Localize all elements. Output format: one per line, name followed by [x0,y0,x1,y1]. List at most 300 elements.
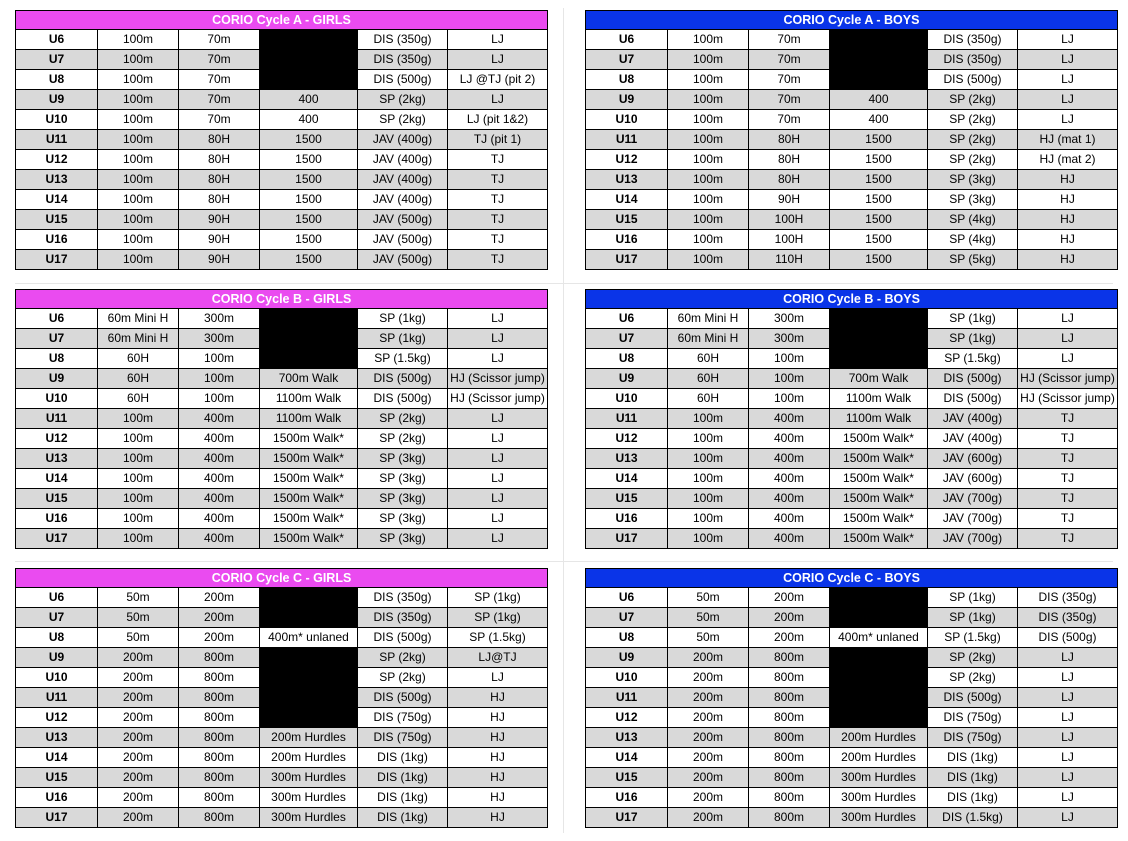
event-cell: LJ [1018,648,1118,668]
event-cell: 300m Hurdles [830,768,928,788]
event-cell: 60m Mini H [668,309,749,329]
event-cell: 1500 [830,230,928,250]
age-group-cell: U6 [16,30,98,50]
event-cell: 100m [668,50,749,70]
event-cell: TJ (pit 1) [448,130,548,150]
event-cell: 50m [668,588,749,608]
event-cell: 100m [749,349,830,369]
event-cell: SP (2kg) [928,110,1018,130]
age-group-cell: U12 [586,150,668,170]
event-cell: 700m Walk [260,369,358,389]
table-row [16,230,548,250]
event-cell: 90H [179,230,260,250]
event-cell: DIS (350g) [358,588,448,608]
event-cell: 100m [668,489,749,509]
event-cell: DIS (500g) [928,389,1018,409]
table-row [586,110,1118,130]
table-row [16,309,548,329]
event-cell: TJ [1018,469,1118,489]
event-cell: HJ [448,768,548,788]
age-group-cell: U6 [586,309,668,329]
age-group-cell: U7 [16,608,98,628]
age-group-cell: U9 [586,90,668,110]
cycle-b-boys-table [585,289,1118,549]
event-cell: 100m [668,90,749,110]
event-cell: 400m [179,529,260,549]
table-row [586,728,1118,748]
event-cell: TJ [448,190,548,210]
event-cell: 200m [98,708,179,728]
table-row [16,688,548,708]
event-cell: 200m [98,648,179,668]
event-cell: HJ (Scissor jump) [1018,389,1118,409]
event-cell: DIS (500g) [358,628,448,648]
event-cell: 800m [179,808,260,828]
event-cell: 200m Hurdles [260,748,358,768]
event-cell: DIS (500g) [358,688,448,708]
blocked-cell [260,648,358,668]
table-row [586,190,1118,210]
event-cell: 100m [749,369,830,389]
event-cell: 100m [668,529,749,549]
table-row [16,588,548,608]
table-row [586,469,1118,489]
event-cell: 70m [179,50,260,70]
table-row [586,50,1118,70]
table-row [586,748,1118,768]
blocked-cell [830,30,928,50]
event-cell: 1500 [260,250,358,270]
event-cell: DIS (500g) [358,369,448,389]
event-cell: LJ [448,329,548,349]
event-cell: 1500 [830,190,928,210]
blocked-cell [830,309,928,329]
blocked-cell [830,708,928,728]
cycle-a-girls-table [15,10,548,270]
event-cell: DIS (350g) [928,30,1018,50]
blocked-cell [830,70,928,90]
event-cell: 200m [98,788,179,808]
table-row [16,110,548,130]
event-cell: LJ (pit 1&2) [448,110,548,130]
event-cell: 80H [749,130,830,150]
event-cell: TJ [448,230,548,250]
table-row [586,230,1118,250]
table-row [16,429,548,449]
table-row [16,329,548,349]
table-row [16,768,548,788]
event-cell: LJ [448,309,548,329]
event-cell: 1500 [830,170,928,190]
event-cell: 400m* unlaned [260,628,358,648]
event-cell: 70m [749,70,830,90]
event-cell: HJ (Scissor jump) [448,389,548,409]
table-row [16,389,548,409]
event-cell: 60H [668,369,749,389]
event-cell: 100m [98,489,179,509]
event-cell: 100H [749,230,830,250]
event-cell: 800m [179,768,260,788]
age-group-cell: U9 [586,369,668,389]
event-cell: 200m [668,808,749,828]
age-group-cell: U8 [16,628,98,648]
table-row [16,808,548,828]
event-cell: LJ [448,50,548,70]
age-group-cell: U14 [586,469,668,489]
event-cell: SP (3kg) [928,170,1018,190]
event-cell: 400m [179,489,260,509]
age-group-cell: U11 [16,688,98,708]
table-title: CORIO Cycle C - GIRLS [16,569,548,588]
event-cell: 200m [98,808,179,828]
age-group-cell: U16 [16,509,98,529]
event-cell: LJ [1018,728,1118,748]
table-row [586,429,1118,449]
age-group-cell: U9 [16,369,98,389]
event-cell: 800m [749,748,830,768]
event-cell: 300m [179,329,260,349]
age-group-cell: U13 [16,728,98,748]
event-cell: 100m [98,150,179,170]
event-cell: 800m [179,708,260,728]
age-group-cell: U10 [586,668,668,688]
event-cell: LJ [1018,110,1118,130]
event-cell: 100m [668,110,749,130]
age-group-cell: U8 [16,349,98,369]
event-cell: 1500 [260,130,358,150]
event-cell: 400m [179,449,260,469]
event-cell: LJ [448,349,548,369]
table-row [586,808,1118,828]
age-group-cell: U15 [16,210,98,230]
age-group-cell: U16 [586,788,668,808]
event-cell: 60H [98,389,179,409]
age-group-cell: U16 [586,509,668,529]
event-cell: 100m [98,230,179,250]
table-row [16,150,548,170]
event-cell: 1500 [830,250,928,270]
event-cell: TJ [1018,529,1118,549]
table-row [586,509,1118,529]
age-group-cell: U10 [16,389,98,409]
event-cell: SP (3kg) [928,190,1018,210]
event-cell: 400m [179,429,260,449]
table-row [16,70,548,90]
event-cell: TJ [448,170,548,190]
table-row [16,668,548,688]
event-cell: 200m [668,768,749,788]
event-cell: DIS (750g) [928,708,1018,728]
event-cell: TJ [1018,489,1118,509]
event-cell: 100m [668,210,749,230]
blocked-cell [260,588,358,608]
event-cell: 1500m Walk* [260,449,358,469]
event-cell: HJ [448,788,548,808]
table-row [16,529,548,549]
event-cell: JAV (400g) [358,170,448,190]
event-cell: 70m [749,90,830,110]
event-cell: 1500m Walk* [830,509,928,529]
age-group-cell: U13 [16,449,98,469]
event-cell: HJ (mat 1) [1018,130,1118,150]
event-cell: 200m [179,628,260,648]
event-cell: 800m [749,728,830,748]
age-group-cell: U17 [16,529,98,549]
event-cell: 400m* unlaned [830,628,928,648]
table-row [586,588,1118,608]
event-cell: DIS (350g) [358,608,448,628]
table-row [586,688,1118,708]
age-group-cell: U7 [586,329,668,349]
event-cell: 60H [668,389,749,409]
event-cell: SP (1kg) [928,588,1018,608]
event-cell: 200m Hurdles [830,748,928,768]
table-row [16,708,548,728]
blocked-cell [260,329,358,349]
event-cell: LJ [448,409,548,429]
event-cell: JAV (600g) [928,469,1018,489]
sheet-gridline [15,283,1113,284]
cycle-c-girls-table [15,568,548,828]
age-group-cell: U16 [586,230,668,250]
blocked-cell [260,708,358,728]
event-cell: DIS (500g) [928,369,1018,389]
age-group-cell: U14 [16,190,98,210]
event-cell: TJ [448,210,548,230]
event-cell: SP (1kg) [448,608,548,628]
age-group-cell: U16 [16,788,98,808]
blocked-cell [830,608,928,628]
event-cell: 400m [749,409,830,429]
event-cell: 100m [98,509,179,529]
event-cell: 1500m Walk* [260,489,358,509]
table-row [16,130,548,150]
event-cell: 100m [98,30,179,50]
table-row [586,409,1118,429]
event-cell: 1500 [260,190,358,210]
event-cell: SP (2kg) [358,110,448,130]
event-cell: LJ [1018,50,1118,70]
event-cell: SP (1.5kg) [928,349,1018,369]
blocked-cell [830,648,928,668]
event-cell: 200m [179,588,260,608]
event-cell: TJ [1018,449,1118,469]
event-cell: HJ [1018,210,1118,230]
event-cell: TJ [448,250,548,270]
table-row [586,349,1118,369]
event-cell: 200m Hurdles [830,728,928,748]
table-row [16,30,548,50]
event-cell: 200m [668,788,749,808]
event-cell: 100m [668,429,749,449]
event-cell: JAV (400g) [358,190,448,210]
event-cell: 200m [749,628,830,648]
table-row [16,50,548,70]
blocked-cell [830,688,928,708]
event-cell: LJ [448,529,548,549]
table-row [586,529,1118,549]
table-row [586,30,1118,50]
table-row [16,748,548,768]
age-group-cell: U9 [16,648,98,668]
event-cell: 60m Mini H [98,309,179,329]
age-group-cell: U17 [586,250,668,270]
event-cell: DIS (1.5kg) [928,808,1018,828]
event-cell: 100m [98,170,179,190]
event-cell: JAV (400g) [928,429,1018,449]
event-cell: TJ [1018,409,1118,429]
event-cell: 100m [668,250,749,270]
event-cell: SP (3kg) [358,469,448,489]
event-cell: 1500m Walk* [260,529,358,549]
event-cell: 800m [749,788,830,808]
event-cell: DIS (1kg) [358,748,448,768]
event-cell: DIS (350g) [358,50,448,70]
age-group-cell: U11 [586,130,668,150]
event-cell: HJ (Scissor jump) [448,369,548,389]
event-cell: JAV (700g) [928,489,1018,509]
age-group-cell: U15 [586,489,668,509]
age-group-cell: U15 [586,768,668,788]
event-cell: 1100m Walk [260,389,358,409]
event-cell: 100m [668,70,749,90]
cycle-a-boys-table [585,10,1118,270]
event-cell: 1500 [830,210,928,230]
table-row [16,608,548,628]
age-group-cell: U11 [586,688,668,708]
event-cell: 60H [98,349,179,369]
age-group-cell: U17 [16,808,98,828]
event-cell: 400 [260,110,358,130]
table-row [16,489,548,509]
event-cell: 1500 [830,130,928,150]
blocked-cell [830,588,928,608]
event-cell: SP (2kg) [928,130,1018,150]
event-cell: 50m [98,588,179,608]
event-cell: 90H [179,210,260,230]
age-group-cell: U9 [16,90,98,110]
event-cell: SP (4kg) [928,210,1018,230]
age-group-cell: U13 [16,170,98,190]
event-cell: HJ [1018,170,1118,190]
event-cell: DIS (350g) [358,30,448,50]
event-cell: 70m [179,90,260,110]
age-group-cell: U14 [16,748,98,768]
event-cell: 200m Hurdles [260,728,358,748]
event-cell: LJ [448,668,548,688]
event-cell: 100m [668,230,749,250]
event-cell: 100m [98,210,179,230]
event-cell: SP (2kg) [358,429,448,449]
age-group-cell: U10 [16,668,98,688]
event-cell: SP (1.5kg) [358,349,448,369]
table-row [586,489,1118,509]
event-cell: 70m [749,30,830,50]
event-cell: TJ [448,150,548,170]
event-cell: 100m [98,529,179,549]
event-cell: LJ [1018,788,1118,808]
table-row [586,668,1118,688]
event-cell: DIS (1kg) [358,788,448,808]
table-title: CORIO Cycle A - GIRLS [16,11,548,30]
event-cell: LJ [448,30,548,50]
event-cell: SP (2kg) [358,409,448,429]
event-cell: 1500m Walk* [830,529,928,549]
event-cell: 100m [668,150,749,170]
event-cell: 100m [668,190,749,210]
table-row [586,389,1118,409]
event-cell: 800m [749,648,830,668]
event-cell: 400m [749,489,830,509]
event-cell: 1500m Walk* [260,469,358,489]
event-cell: 800m [179,748,260,768]
table-row [16,409,548,429]
event-cell: 80H [179,130,260,150]
event-cell: 200m [668,748,749,768]
event-cell: 1500m Walk* [830,469,928,489]
age-group-cell: U6 [586,588,668,608]
event-cell: LJ [1018,688,1118,708]
blocked-cell [260,688,358,708]
event-cell: LJ [1018,808,1118,828]
event-cell: DIS (350g) [1018,608,1118,628]
event-cell: 1100m Walk [830,389,928,409]
event-cell: 400m [749,509,830,529]
event-cell: 1500m Walk* [830,449,928,469]
event-cell: 200m [98,748,179,768]
table-row [16,250,548,270]
event-cell: 100m [668,509,749,529]
blocked-cell [260,608,358,628]
event-cell: JAV (400g) [358,150,448,170]
event-cell: 1500m Walk* [830,429,928,449]
event-cell: 80H [749,150,830,170]
event-cell: LJ [1018,349,1118,369]
event-cell: 60m Mini H [98,329,179,349]
table-row [586,170,1118,190]
age-group-cell: U7 [16,50,98,70]
event-cell: 800m [749,708,830,728]
event-cell: SP (3kg) [358,449,448,469]
event-cell: 400m [179,509,260,529]
table-row [16,648,548,668]
event-cell: DIS (1kg) [928,768,1018,788]
table-row [586,369,1118,389]
event-cell: 800m [179,668,260,688]
event-cell: LJ [1018,309,1118,329]
event-cell: 1500 [260,210,358,230]
blocked-cell [260,668,358,688]
event-cell: 100m [668,30,749,50]
event-cell: 1500m Walk* [830,489,928,509]
event-cell: JAV (400g) [928,409,1018,429]
event-cell: LJ [448,489,548,509]
event-cell: 300m [179,309,260,329]
age-group-cell: U16 [16,230,98,250]
event-cell: DIS (750g) [358,728,448,748]
event-cell: 50m [668,628,749,648]
event-cell: 50m [98,608,179,628]
event-cell: 100m [98,110,179,130]
blocked-cell [260,50,358,70]
event-cell: 200m [98,688,179,708]
event-cell: LJ [1018,708,1118,728]
age-group-cell: U12 [586,429,668,449]
event-cell: DIS (750g) [358,708,448,728]
blocked-cell [830,50,928,70]
event-cell: 50m [98,628,179,648]
blocked-cell [830,329,928,349]
